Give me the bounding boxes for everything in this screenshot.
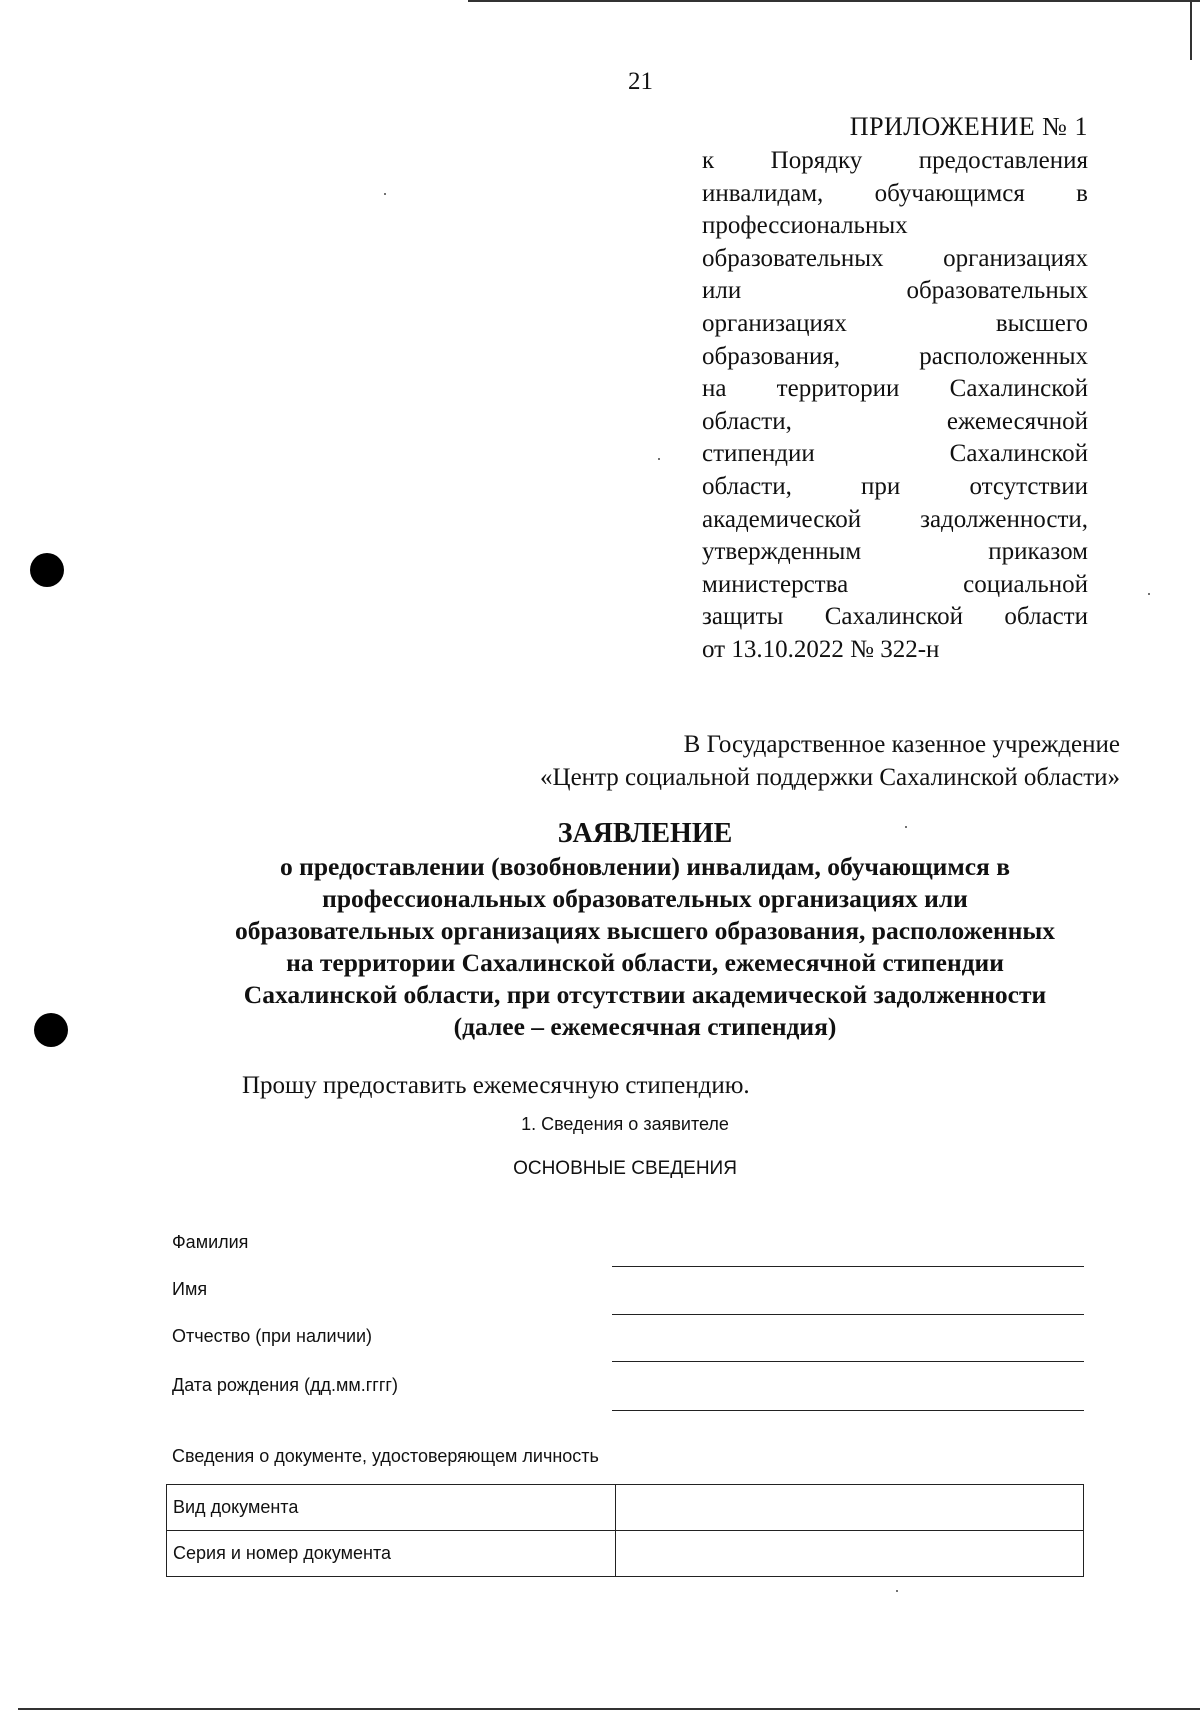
annex-line: профессиональных [702,212,908,240]
name-input-line[interactable] [612,1314,1084,1315]
subtitle-line: профессиональных образовательных организациях или [322,884,968,913]
scan-speck [896,1590,898,1592]
annex-line: инвалидам, обучающимся в [702,179,1088,207]
annex-line: области, ежемесячной [702,407,1088,435]
field-label-surname: Фамилия [172,1232,249,1252]
scan-speck [1148,593,1150,595]
application-subtitle [0,851,1200,1043]
annex-line: организациях высшего [702,309,1088,337]
page-number: 21 [628,68,653,95]
document-number-cell[interactable] [616,1531,1084,1577]
subtitle-line: о предоставлении (возобновлении) инвалидам, обучающимся в [280,852,1010,881]
annex-line: министерства социальной [702,570,1088,598]
punch-hole-top [30,553,64,587]
annex-line: или образовательных [702,277,1088,305]
annex-line: от 13.10.2022 № 322-н [702,635,940,663]
birthdate-input-line[interactable] [612,1410,1084,1411]
document-type-cell[interactable] [616,1485,1084,1531]
annex-title: ПРИЛОЖЕНИЕ № 1 [849,112,1088,141]
scan-top-edge-line [468,0,1200,2]
scan-speck [384,193,386,195]
recipient-line-1: В Государственное казенное учреждение [683,731,1120,758]
recipient-line-2: «Центр социальной поддержки Сахалинской области» [540,764,1120,791]
annex-line: академической задолженности, [702,505,1088,533]
document-number-label: Серия и номер документа [167,1531,616,1577]
annex-line: утвержденным приказом [702,538,1088,566]
subtitle-line: (далее – ежемесячная стипендия) [453,1012,837,1041]
annex-description [702,145,1088,667]
annex-line: к Порядку предоставления [702,147,1088,174]
annex-line: защиты Сахалинской области [702,603,1088,631]
table-row [167,1531,1084,1577]
scan-bottom-edge-line [18,1708,1200,1710]
scan-right-edge-line [1190,0,1192,60]
table-row [167,1485,1084,1531]
subtitle-line: образовательных организациях высшего образования, расположенных [234,916,1056,945]
annex-line: образовательных организациях [702,244,1088,272]
section-subheading: ОСНОВНЫЕ СВЕДЕНИЯ [513,1158,737,1179]
section-heading: 1. Сведения о заявителе [521,1114,729,1134]
annex-line: стипендии Сахалинской [702,440,1088,468]
identity-document-heading: Сведения о документе, удостоверяющем личность [172,1446,599,1466]
field-label-birthdate: Дата рождения (дд.мм.гггг) [172,1375,398,1395]
subtitle-line: на территории Сахалинской области, ежемесячной стипендии [286,948,1004,977]
field-label-name: Имя [172,1279,208,1299]
subtitle-line: Сахалинской области, при отсутствии академической задолженности [243,980,1047,1009]
patronymic-input-line[interactable] [612,1361,1084,1362]
document-type-label: Вид документа [167,1485,616,1531]
request-text: Прошу предоставить ежемесячную стипендию. [242,1072,750,1099]
scan-speck [658,458,660,460]
field-label-patronymic: Отчество (при наличии) [172,1326,373,1346]
surname-input-line[interactable] [612,1266,1084,1267]
application-title: ЗАЯВЛЕНИЕ [557,818,733,849]
identity-document-table [166,1484,1084,1577]
annex-line: области, при отсутствии [702,472,1088,500]
annex-line: образования, расположенных [702,342,1088,370]
annex-line: на территории Сахалинской [702,375,1088,403]
